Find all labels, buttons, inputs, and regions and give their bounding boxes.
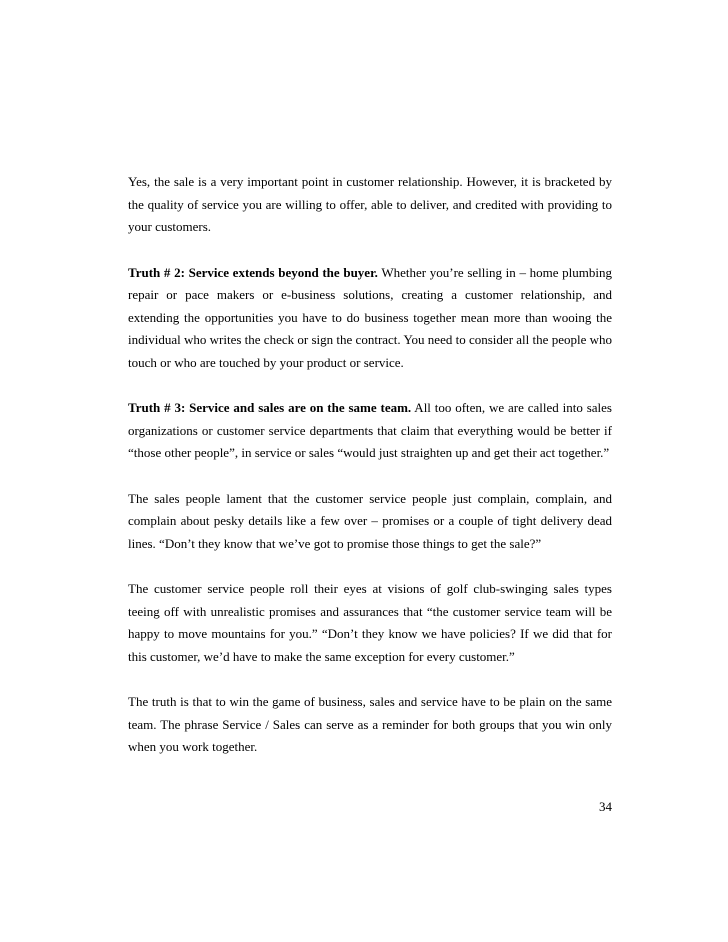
paragraph	[128, 488, 612, 556]
paragraph	[128, 262, 612, 375]
paragraph-lead: Truth # 2: Service extends beyond the buyer.	[128, 264, 378, 280]
paragraph-text: Yes, the sale is a very important point in customer relationship. However, it is bracketed by the quality of service you are willing to offer, able to deliver, and credited with providing to your customers.	[128, 174, 612, 234]
paragraph-text: Whether you’re selling in – home plumbing repair or pace makers or e-business solutions, creating a customer relationship, and extending the opportunities you have to do business together mean more than wooing the individual who writes the check or sign the contract. You need to consider all the people who touch or who are touched by your product or service.	[128, 264, 612, 370]
paragraph-text: The truth is that to win the game of business, sales and service have to be plain on the same team. The phrase Service / Sales can serve as a reminder for both groups that you win only when you work together.	[128, 694, 612, 754]
paragraph-lead: Truth # 3: Service and sales are on the same team.	[128, 400, 412, 415]
paragraph	[128, 691, 612, 759]
paragraph	[128, 578, 612, 668]
body-text	[128, 171, 612, 782]
page-number: 34	[599, 799, 612, 814]
paragraph	[128, 171, 612, 239]
paragraph-text: The sales people lament that the customer service people just complain, complain, and complain about pesky details like a few over – promises or a couple of tight delivery dead lines. “Don’t they know that we’ve got to promise those things to get the sale?”	[128, 490, 612, 551]
paragraph-text: All too often, we are called into sales organizations or customer service departments that claim that everything would be better if “those other people”, in service or sales “would just straighten up and get their act together.”	[128, 400, 612, 460]
paragraph-text: The customer service people roll their eyes at visions of golf club-swinging sales types teeing off with unrealistic promises and assurances that “the customer service team will be happy to move mountains for you.” “Don’t they know we have policies? If we did that for this customer, we’d have to make the same exception for every customer.”	[128, 581, 612, 664]
paragraph	[128, 397, 612, 465]
